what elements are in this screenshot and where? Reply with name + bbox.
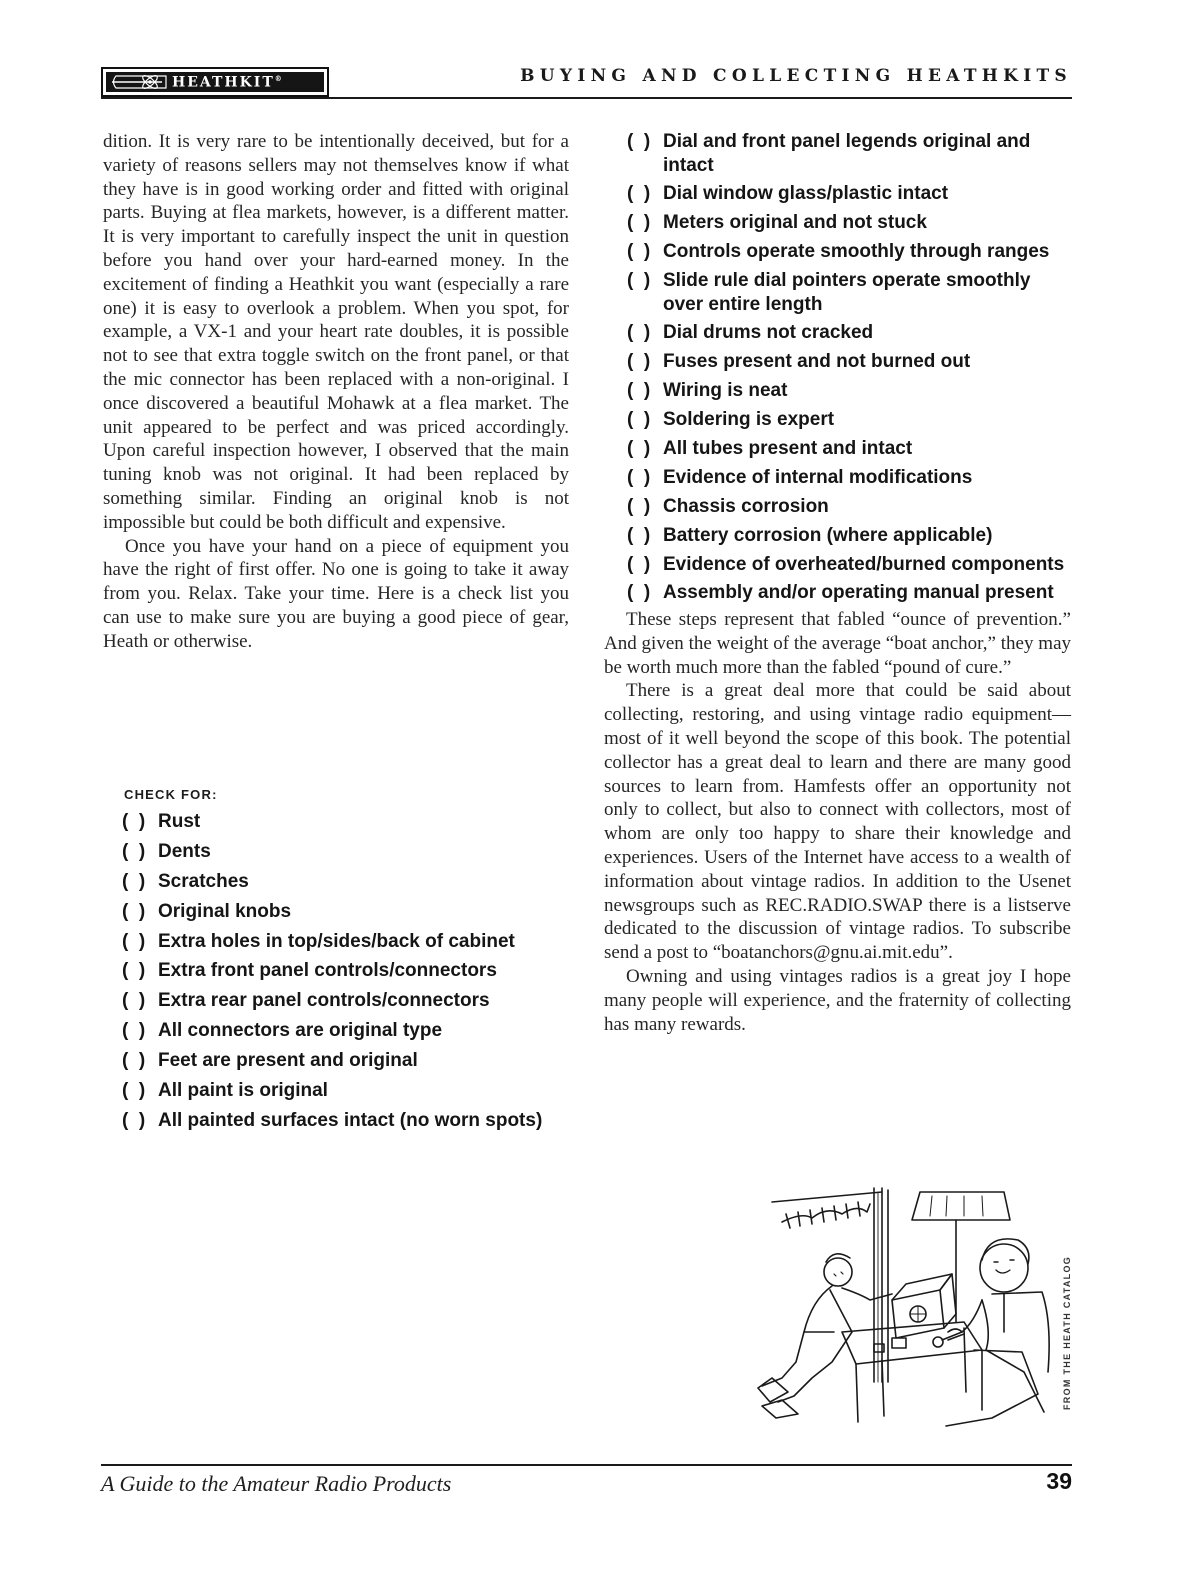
checkbox[interactable]: ( ): [122, 930, 146, 952]
running-head: BUYING AND COLLECTING HEATHKITS: [520, 66, 1072, 86]
footer-rule: [101, 1464, 1072, 1466]
checklist-item-label: Battery corrosion (where applicable): [663, 524, 993, 546]
checklist-left: [122, 810, 562, 1139]
checkbox[interactable]: ( ): [122, 900, 146, 922]
checklist-item-label: Extra front panel controls/connectors: [158, 960, 497, 982]
paragraph: Once you have your hand on a piece of equipment you have the right of first offer. No one is going to take it away from you. Relax. Take your time. Here is a check list you can use to make sure you are buying a good piece of gear, Heath or otherwise.: [103, 535, 569, 652]
checklist-item[interactable]: [627, 182, 1072, 206]
checklist-item[interactable]: [122, 1019, 562, 1049]
checkbox[interactable]: ( ): [627, 270, 651, 292]
checklist-right: [627, 130, 1072, 610]
checklist-item-label: Evidence of overheated/burned components: [663, 553, 1065, 575]
atom-icon: [110, 72, 168, 92]
checklist-item[interactable]: [627, 495, 1072, 519]
footer-title: A Guide to the Amateur Radio Products: [101, 1471, 452, 1496]
checklist-item[interactable]: [627, 350, 1072, 374]
checkbox[interactable]: ( ): [627, 131, 651, 152]
checklist-item-label: Slide rule dial pointers operate smoothly over entire length: [663, 270, 1031, 315]
checklist-item[interactable]: [122, 959, 562, 989]
paragraph: These steps represent that fabled “ounce of prevention.” And given the weight of the average “boat anchor,” they may be worth much more than the fabled “pound of cure.”: [604, 609, 1071, 678]
checklist-item[interactable]: [122, 989, 562, 1019]
illustration-credit: FROM THE HEATH CATALOG: [1062, 1255, 1072, 1410]
checklist-item[interactable]: [122, 840, 562, 870]
checkbox[interactable]: ( ): [122, 1109, 146, 1131]
checkbox[interactable]: ( ): [122, 960, 146, 982]
checklist-item[interactable]: [627, 524, 1072, 548]
checklist-item[interactable]: [627, 211, 1072, 235]
checklist-item-label: Fuses present and not burned out: [663, 351, 971, 373]
checklist-item[interactable]: [122, 870, 562, 900]
checkbox[interactable]: ( ): [627, 553, 651, 575]
kit-building-illustration: [742, 1182, 1052, 1427]
checkbox[interactable]: ( ): [627, 322, 651, 344]
checkbox[interactable]: ( ): [627, 495, 651, 517]
checklist-item[interactable]: [627, 553, 1072, 577]
checklist-item[interactable]: [122, 930, 562, 960]
checkbox[interactable]: ( ): [627, 351, 651, 373]
checklist-item[interactable]: [122, 1049, 562, 1079]
heathkit-logo: [101, 67, 329, 97]
checkbox[interactable]: ( ): [627, 212, 651, 234]
paragraph: dition. It is very rare to be intentionally deceived, but for a variety of reasons sellers may not themselves know if what they have is in good working order and fitted with original parts. Buying at flea markets, however, is a different matter. It is very important to carefully inspect the unit in question before you hand over your hard-earned money. In the excitement of finding a Heathkit you want (especially a rare one) it is easy to overlook a problem. When you spot, for example, a VX-1 and your heart rate doubles, it is possible not to see that extra toggle switch on the front panel, or that the mic connector has been replaced with a non-original. I once discovered a beautiful Mohawk at a flea market. The unit appeared to be perfect and was priced accordingly. Upon careful inspection however, I observed that the main tuning knob was not original. It had been replaced by something similar. Finding an original knob is not impossible but could be both difficult and expensive.: [103, 131, 569, 533]
checklist-item-label: Feet are present and original: [158, 1050, 418, 1072]
logo-wordmark: HEATHKIT®: [172, 73, 282, 91]
checklist-item-label: Dents: [158, 840, 211, 862]
checklist-item-label: Extra holes in top/sides/back of cabinet: [158, 930, 515, 952]
checklist-item-label: Rust: [158, 811, 201, 832]
checkbox[interactable]: ( ): [627, 524, 651, 546]
checklist-item[interactable]: [122, 810, 562, 840]
checklist-item-label: Scratches: [158, 870, 249, 892]
checklist-item-label: Controls operate smoothly through ranges: [663, 241, 1050, 263]
checklist-item[interactable]: [627, 240, 1072, 264]
checklist-item-label: Chassis corrosion: [663, 495, 829, 517]
checkbox[interactable]: ( ): [122, 870, 146, 892]
right-column-text: [604, 608, 1071, 1036]
checkbox[interactable]: ( ): [627, 438, 651, 460]
checkbox[interactable]: ( ): [122, 1050, 146, 1072]
checkbox[interactable]: ( ): [122, 1080, 146, 1102]
checklist-item-label: Evidence of internal modifications: [663, 466, 973, 488]
checkbox[interactable]: ( ): [627, 582, 651, 604]
checklist-item-label: Dial and front panel legends original and intact: [663, 131, 1031, 176]
checkbox[interactable]: ( ): [122, 840, 146, 862]
checklist-item[interactable]: [627, 130, 1072, 177]
checklist-item-label: Soldering is expert: [663, 409, 835, 431]
checklist-item-label: Dial drums not cracked: [663, 322, 874, 344]
checklist-item-label: All paint is original: [158, 1080, 328, 1102]
checklist-item-label: Original knobs: [158, 900, 292, 922]
checkbox[interactable]: ( ): [627, 409, 651, 431]
checkbox[interactable]: ( ): [627, 380, 651, 402]
checklist-item[interactable]: [627, 321, 1072, 345]
checkbox[interactable]: ( ): [627, 241, 651, 263]
checkbox[interactable]: ( ): [122, 990, 146, 1012]
checklist-item-label: Wiring is neat: [663, 380, 788, 402]
left-column-text: [103, 130, 569, 654]
checklist-item[interactable]: [122, 1079, 562, 1109]
checklist-item-label: All painted surfaces intact (no worn spots): [158, 1109, 543, 1131]
page-number: 39: [1046, 1468, 1072, 1494]
checklist-heading: CHECK FOR:: [124, 787, 218, 802]
checklist-item-label: Extra rear panel controls/connectors: [158, 990, 490, 1012]
checklist-item[interactable]: [122, 1109, 562, 1139]
checklist-item-label: Dial window glass/plastic intact: [663, 183, 949, 205]
checklist-item-label: All connectors are original type: [158, 1020, 443, 1042]
checklist-item[interactable]: [627, 408, 1072, 432]
checklist-item-label: Meters original and not stuck: [663, 212, 927, 234]
checklist-item[interactable]: [122, 900, 562, 930]
paragraph: Owning and using vintages radios is a great joy I hope many people will experience, and the fraternity of collecting has many rewards.: [604, 965, 1071, 1035]
checkbox[interactable]: ( ): [627, 183, 651, 205]
checklist-item[interactable]: [627, 269, 1072, 316]
checklist-item-label: Assembly and/or operating manual present: [663, 582, 1054, 604]
checklist-item-label: All tubes present and intact: [663, 438, 913, 460]
checklist-item[interactable]: [627, 466, 1072, 490]
checklist-item[interactable]: [627, 379, 1072, 403]
checkbox[interactable]: ( ): [122, 1020, 146, 1042]
checklist-item[interactable]: [627, 437, 1072, 461]
checklist-item[interactable]: [627, 581, 1072, 605]
checkbox[interactable]: ( ): [122, 811, 146, 832]
checkbox[interactable]: ( ): [627, 466, 651, 488]
header-rule: [101, 97, 1072, 99]
paragraph: There is a great deal more that could be said about collecting, restoring, and using vintage radio equipment—most of it well beyond the scope of this book. The potential collector has a great deal to learn and there are many good sources to learn from. Hamfests offer an opportunity not only to collect, but also to connect with collectors, most of whom are only too happy to share their knowledge and experiences. Users of the Internet have access to a wealth of information about vintage radios. In addition to the Usenet newsgroups such as REC.RADIO.SWAP there is a listserve dedicated to the discussion of vintage radios. To subscribe send a post to “boatanchors@gnu.ai.mit.edu”.: [604, 680, 1071, 964]
